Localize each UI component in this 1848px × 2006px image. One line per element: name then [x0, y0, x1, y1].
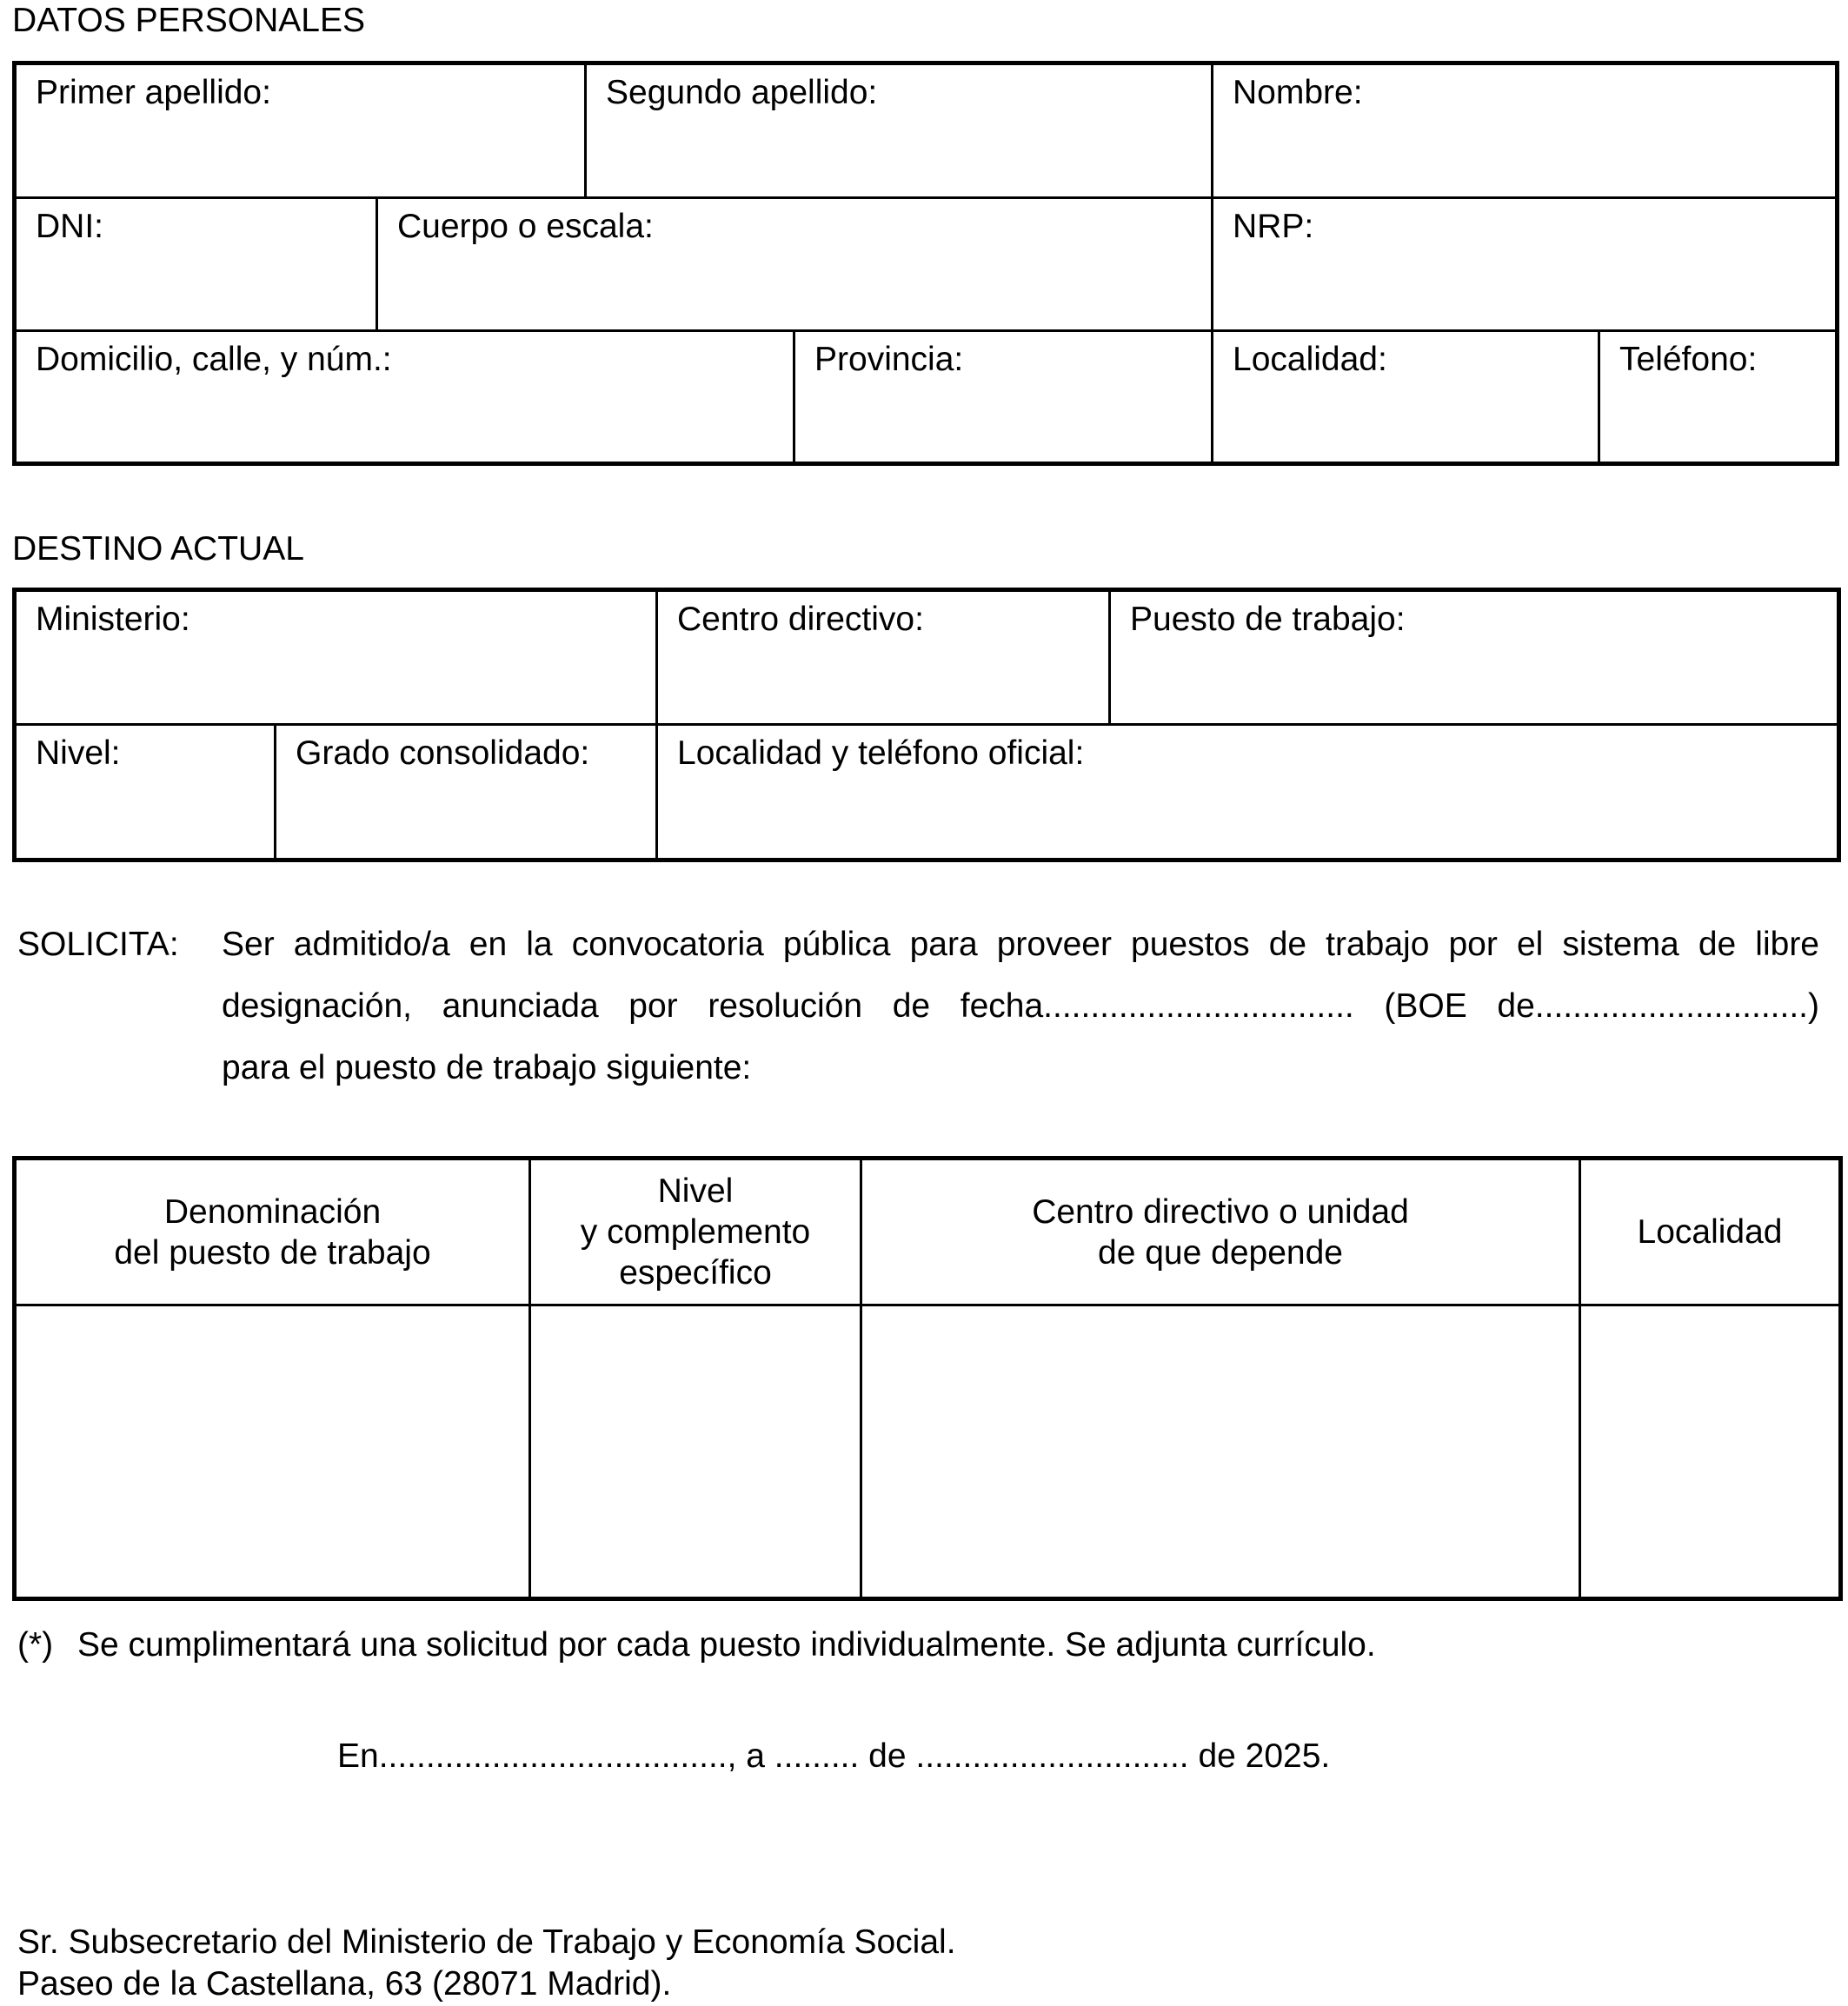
field-label: Ministerio: [36, 601, 190, 638]
field-ministerio[interactable] [17, 592, 655, 723]
field-label: Localidad: [1233, 341, 1387, 378]
addressee-line-2: Paseo de la Castellana, 63 (28071 Madrid). [17, 1965, 672, 2003]
field-label: Localidad y teléfono oficial: [677, 734, 1085, 772]
field-label: Provincia: [814, 341, 964, 378]
current-post-form [12, 588, 1841, 862]
field-label: Nombre: [1233, 74, 1363, 111]
column-header-localidad [1581, 1160, 1838, 1304]
personal-data-form [12, 61, 1839, 466]
solicita-line-1: Ser admitido/a en la convocatoria pública para proveer puestos de trabajo por el sistema de libre [222, 926, 1819, 963]
addressee-line-1: Sr. Subsecretario del Ministerio de Trabajo y Economía Social. [17, 1923, 956, 1961]
field-label: DNI: [36, 208, 103, 245]
field-nrp[interactable] [1213, 199, 1835, 329]
footnote-text: Se cumplimentará una solicitud por cada puesto individualmente. Se adjunta currículo. [77, 1626, 1376, 1664]
header-line: Nivel [657, 1172, 734, 1210]
field-label: Puesto de trabajo: [1130, 601, 1406, 638]
field-dni[interactable] [17, 199, 376, 329]
table-cell-nivel[interactable] [531, 1306, 860, 1597]
solicita-line-3: para el puesto de trabajo siguiente: [222, 1049, 752, 1086]
header-line: Centro directivo o unidad [1032, 1192, 1409, 1231]
table-cell-localidad[interactable] [1581, 1306, 1838, 1597]
field-label: Segundo apellido: [606, 74, 878, 111]
solicita-line-2: designación, anunciada por resolución de fecha................................. (BOE de.............................) [222, 987, 1819, 1025]
field-nivel[interactable] [17, 726, 274, 858]
header-line: de que depende [1098, 1233, 1343, 1272]
field-label: Nivel: [36, 734, 121, 772]
requested-post-table [12, 1156, 1843, 1601]
section-heading-destino-actual: DESTINO ACTUAL [12, 530, 304, 568]
date-line: En....................................., a ......... de ............................. de 2025. [337, 1737, 1331, 1775]
field-localidad-telefono-oficial[interactable] [658, 726, 1837, 858]
field-label: Grado consolidado: [296, 734, 590, 772]
field-nombre[interactable] [1213, 65, 1835, 196]
field-label: NRP: [1233, 208, 1314, 245]
header-line: del puesto de trabajo [114, 1233, 431, 1272]
header-line: Localidad [1637, 1213, 1783, 1251]
field-domicilio[interactable] [17, 332, 793, 462]
solicita-label: SOLICITA: [17, 926, 179, 963]
table-cell-denominacion[interactable] [17, 1306, 528, 1597]
field-label: Primer apellido: [36, 74, 271, 111]
field-cuerpo-escala[interactable] [378, 199, 1211, 329]
column-header-nivel [531, 1160, 860, 1304]
field-localidad[interactable] [1213, 332, 1598, 462]
header-line: Denominación [163, 1192, 382, 1231]
field-label: Cuerpo o escala: [397, 208, 654, 245]
field-label: Centro directivo: [677, 601, 924, 638]
column-header-denominacion [17, 1160, 528, 1304]
section-heading-datos-personales: DATOS PERSONALES [12, 2, 366, 39]
column-header-centro-directivo [862, 1160, 1579, 1304]
header-line: y complemento [580, 1213, 811, 1251]
field-primer-apellido[interactable] [17, 65, 584, 196]
field-label: Domicilio, calle, y núm.: [36, 341, 392, 378]
field-provincia[interactable] [795, 332, 1211, 462]
table-cell-centro-directivo[interactable] [862, 1306, 1579, 1597]
field-label: Teléfono: [1619, 341, 1758, 378]
field-segundo-apellido[interactable] [587, 65, 1211, 196]
field-centro-directivo[interactable] [658, 592, 1108, 723]
field-puesto-trabajo[interactable] [1111, 592, 1837, 723]
footnote-marker: (*) [17, 1626, 54, 1664]
header-line: específico [619, 1254, 772, 1292]
field-telefono[interactable] [1600, 332, 1835, 462]
field-grado-consolidado[interactable] [276, 726, 655, 858]
